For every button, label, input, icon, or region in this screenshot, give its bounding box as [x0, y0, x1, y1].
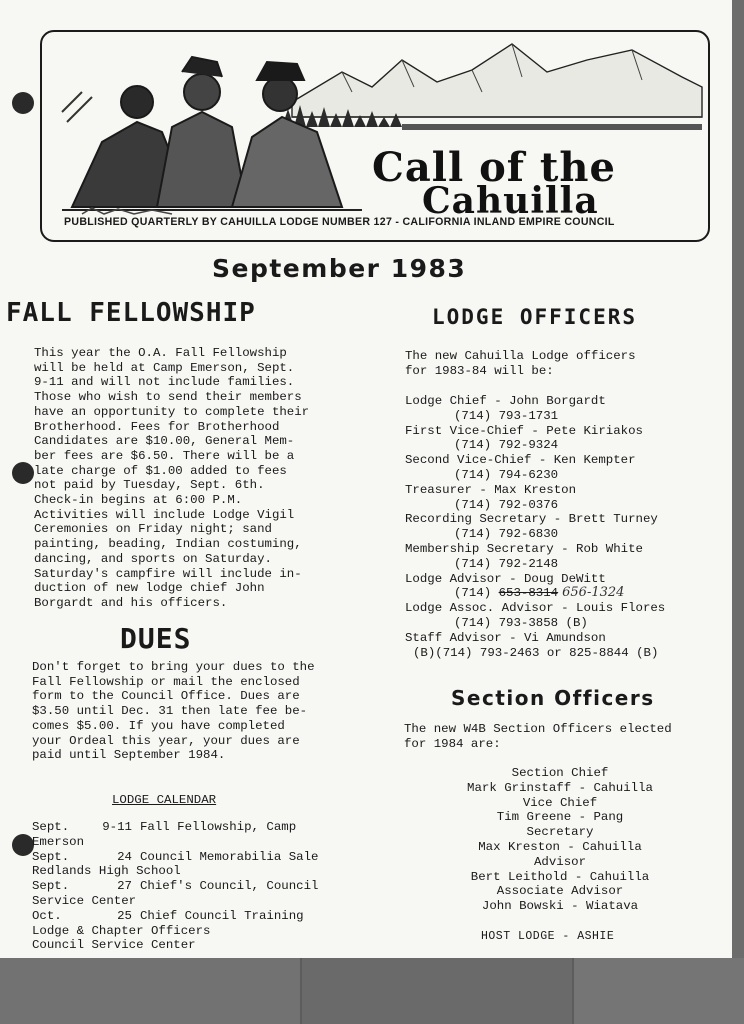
calendar-description-continued: Emerson — [32, 834, 85, 849]
section-officer-title: Associate Advisor — [496, 884, 624, 899]
dues-line: Don't forget to bring your dues to the — [32, 660, 315, 674]
section-officer-title: Vice Chief — [522, 795, 598, 810]
scan-right-margin — [732, 0, 744, 958]
calendar-month: Sept. — [32, 879, 70, 894]
section-officers-heading: Section Officers — [451, 686, 655, 710]
fall-fellowship-line: ber fees are $6.50. There will be a — [34, 448, 295, 463]
fall-fellowship-line: 9-11 and will not include families. — [34, 375, 295, 390]
dues-line: your Ordeal this year, your dues are — [32, 733, 300, 748]
lodge-officers-intro — [405, 349, 636, 378]
calendar-item — [32, 909, 318, 924]
calendar-day: 9-11 — [102, 820, 132, 834]
lodge-officers-heading: LODGE OFFICERS — [432, 305, 638, 329]
calendar-description: Chief's Council, Council — [140, 879, 319, 894]
masthead-subtitle: PUBLISHED QUARTERLY BY CAHUILLA LODGE NUMBER 127 - CALIFORNIA INLAND EMPIRE COUNCIL — [64, 216, 615, 228]
calendar-day: 27 — [117, 879, 132, 894]
dues-heading: DUES — [120, 622, 192, 655]
masthead — [40, 30, 710, 242]
section-officer-name: John Bowski - Wiatava — [481, 899, 639, 914]
fall-fellowship-line: have an opportunity to complete their — [34, 404, 310, 419]
fall-fellowship-line: will be held at Camp Emerson, Sept. — [34, 360, 295, 375]
fall-fellowship-line: Candidates are $10.00, General Mem- — [34, 434, 295, 449]
fall-fellowship-line: Activities will include Lodge Vigil — [34, 507, 295, 522]
officer-title-name: Recording Secretary - Brett Turney — [405, 512, 658, 527]
fall-fellowship-line: not paid by Tuesday, Sept. 6th. — [34, 478, 265, 493]
dues-line: paid until September 1984. — [32, 748, 226, 763]
fall-fellowship-line: Those who wish to send their members — [34, 390, 302, 405]
fall-fellowship-heading: FALL FELLOWSHIP — [6, 298, 256, 328]
calendar-month: Oct. — [32, 908, 62, 923]
officer-title-name: Lodge Assoc. Advisor - Louis Flores — [405, 601, 666, 616]
section-officer-title: Advisor — [533, 854, 587, 869]
calendar-day: 24 — [117, 849, 132, 864]
officer-title-name: Second Vice-Chief - Ken Kempter — [405, 453, 636, 468]
section-officer-name: Bert Leithold - Cahuilla — [470, 869, 650, 884]
officer-phone: (714) 792-0376 — [454, 497, 559, 512]
officer-phone: (714) 792-9324 — [454, 438, 559, 453]
officer-phone: (B)(714) 793-2463 or 825-8844 (B) — [413, 645, 659, 660]
struck-phone-number: 653-8314 — [498, 586, 559, 601]
section-officer-name: Max Kreston - Cahuilla — [478, 839, 642, 854]
fall-fellowship-line: late charge of $1.00 added to fees — [34, 463, 287, 478]
officer-title-name: Lodge Advisor - Doug DeWitt — [405, 571, 606, 586]
binder-hole-middle — [12, 462, 34, 484]
officer-title-name: Staff Advisor - Vi Amundson — [405, 630, 606, 645]
masthead-title-line1: Call of the — [372, 144, 616, 191]
calendar-description: Chief Council Training — [140, 908, 304, 923]
calendar-description-continued: Service Center — [32, 893, 137, 908]
fall-fellowship-line: duction of new lodge chief John — [34, 581, 265, 596]
masthead-title-line2: Cahuilla — [422, 180, 599, 222]
calendar-day: 25 — [117, 908, 132, 923]
calendar-month: Sept. — [32, 820, 70, 834]
dues-line: $3.50 until Dec. 31 then late fee be- — [32, 704, 308, 719]
fall-fellowship-line: Brotherhood. Fees for Brotherhood — [34, 419, 280, 434]
section-officers-intro-line: The new W4B Section Officers elected — [404, 722, 672, 736]
officer-phone: (714) 793-3858 (B) — [454, 615, 588, 630]
calendar-month: Sept. — [32, 849, 70, 864]
lodge-calendar — [32, 820, 318, 953]
officer-title-name: Membership Secretary - Rob White — [405, 541, 643, 556]
calendar-description: Fall Fellowship, Camp — [140, 820, 297, 834]
lodge-officers-intro-line: for 1983-84 will be: — [405, 363, 554, 378]
officer-phone: (714) 793-1731 — [454, 408, 559, 423]
officer-title-name: Treasurer - Max Kreston — [405, 482, 577, 497]
lodge-officers-intro-line: The new Cahuilla Lodge officers — [405, 349, 636, 363]
section-officers-intro — [404, 722, 672, 751]
dues-line: comes $5.00. If you have completed — [32, 718, 285, 733]
calendar-description: Council Memorabilia Sale — [140, 849, 319, 864]
fall-fellowship-line: painting, beading, Indian costuming, — [34, 537, 302, 552]
binder-hole-top — [12, 92, 34, 114]
officer-title-name: First Vice-Chief - Pete Kiriakos — [405, 423, 643, 438]
fall-fellowship-line: This year the O.A. Fall Fellowship — [34, 346, 287, 360]
dues-body — [32, 660, 315, 763]
fall-fellowship-line: Borgardt and his officers. — [34, 595, 228, 610]
fall-fellowship-line: Ceremonies on Friday night; sand — [34, 522, 272, 537]
section-officer-title: Section Chief — [511, 766, 609, 780]
dues-line: Fall Fellowship or mail the enclosed — [32, 674, 300, 689]
lodge-calendar-title: LODGE CALENDAR — [112, 793, 217, 807]
section-officer-name: Mark Grinstaff - Cahuilla — [467, 780, 653, 795]
officer-title-name: Lodge Chief - John Borgardt — [405, 394, 606, 408]
calendar-item — [32, 879, 318, 894]
fall-fellowship-body — [34, 346, 309, 611]
fall-fellowship-line: Check-in begins at 6:00 P.M. — [34, 493, 243, 508]
calendar-item — [32, 820, 318, 835]
masthead-illustration — [42, 32, 708, 240]
officer-phone: (714) 792-6830 — [454, 527, 559, 542]
section-officers-intro-line: for 1984 are: — [404, 736, 501, 751]
officer-phone: (714) 792-2148 — [454, 556, 559, 571]
section-officers-list — [430, 766, 690, 914]
lodge-officers-list — [405, 394, 665, 660]
calendar-description-continued: Lodge & Chapter Officers — [32, 923, 211, 938]
calendar-description-continued: Redlands High School — [32, 864, 181, 879]
officer-phone: (714) 653-8314 656-1324 — [454, 585, 625, 601]
scan-bottom-margin — [0, 958, 744, 1024]
officer-phone: (714) 794-6230 — [454, 467, 559, 482]
calendar-item — [32, 850, 318, 865]
host-lodge: HOST LODGE - ASHIE — [481, 930, 615, 943]
calendar-description-continued: Council Service Center — [32, 938, 196, 953]
binder-hole-bottom — [12, 834, 34, 856]
section-officer-title: Secretary — [526, 825, 594, 840]
issue-date: September 1983 — [212, 254, 467, 283]
fall-fellowship-line: dancing, and sports on Saturday. — [34, 551, 272, 566]
handwritten-phone-number: 656-1324 — [562, 585, 625, 601]
section-officer-name: Tim Greene - Pang — [496, 810, 624, 825]
fall-fellowship-line: Saturday's campfire will include in- — [34, 566, 302, 581]
dues-line: form to the Council Office. Dues are — [32, 689, 300, 704]
